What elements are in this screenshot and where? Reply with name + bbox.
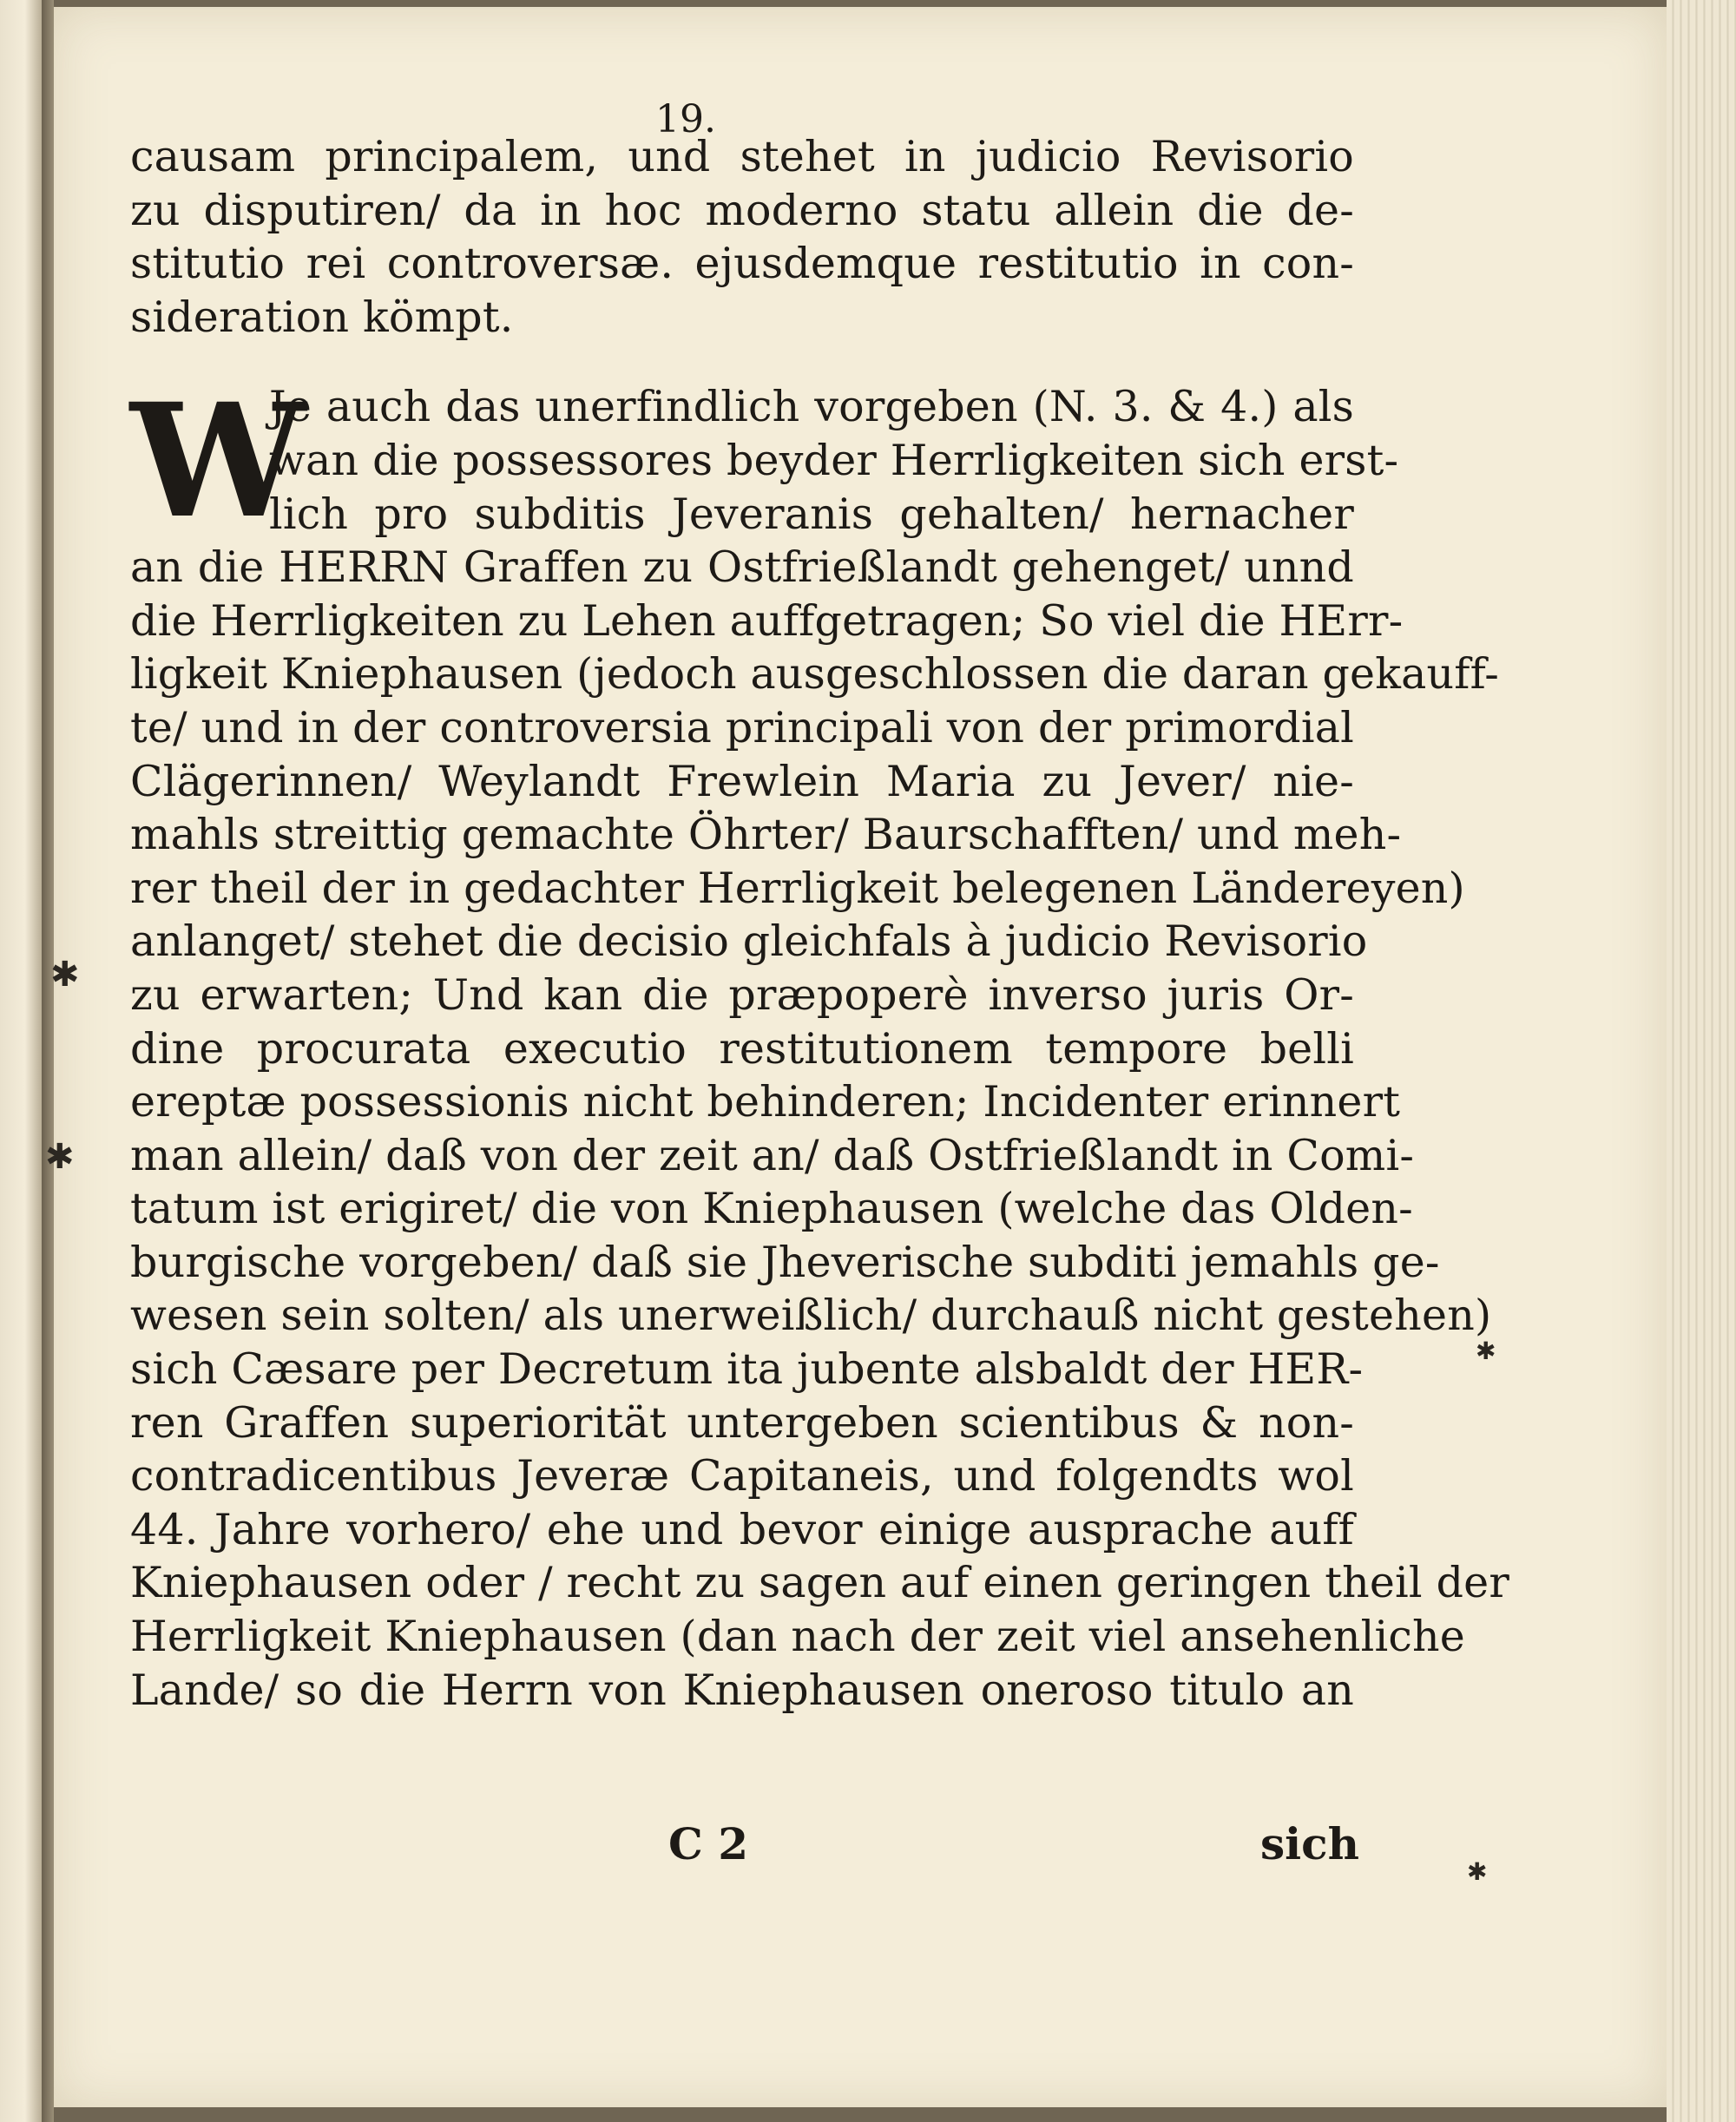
text-line: sich Cæsare per Decretum ita jubente alsbaldt der HER- bbox=[130, 1344, 1364, 1395]
text-line: Herrligkeit Kniephausen (dan nach der zeit viel ansehenliche bbox=[130, 1612, 1465, 1662]
text-line: rer theil der in gedachter Herrligkeit belegenen Ländereyen) bbox=[130, 863, 1465, 913]
text-line: lich pro subditis Jeveranis gehalten/ hernacher bbox=[269, 489, 1354, 539]
text-line: an die HERRN Graffen zu Ostfrießlandt gehenget/ unnd bbox=[130, 542, 1354, 593]
text-line: sideration kömpt. bbox=[130, 292, 514, 342]
text-line: man allein/ daß von der zeit an/ daß Ostfrießlandt in Comi- bbox=[130, 1130, 1415, 1180]
text-line: ren Graffen superiorität untergeben scientibus & non- bbox=[130, 1397, 1354, 1448]
text-line: Kniephausen oder / recht zu sagen auf einen geringen theil der bbox=[130, 1558, 1509, 1608]
text-line: 44. Jahre vorhero/ ehe und bevor einige ausprache auff bbox=[130, 1504, 1354, 1554]
signature-mark: C 2 bbox=[668, 1818, 748, 1869]
ink-speck-icon: ✱ bbox=[50, 955, 80, 995]
text-line: anlanget/ stehet die decisio gleichfals à judicio Revisorio bbox=[130, 916, 1368, 967]
page-fore-edge bbox=[1667, 0, 1736, 2122]
decorated-initial: W bbox=[130, 370, 306, 554]
ink-speck-icon: ✱ bbox=[45, 1137, 75, 1177]
left-page-edge bbox=[0, 0, 42, 2122]
text-line: Clägerinnen/ Weylandt Frewlein Maria zu Jever/ nie- bbox=[130, 756, 1354, 806]
text-line: die Herrligkeiten zu Lehen auffgetragen; So viel die HErr- bbox=[130, 595, 1404, 646]
catchword: sich bbox=[1260, 1818, 1359, 1869]
paragraph-2 bbox=[130, 370, 1509, 1717]
book-gutter bbox=[42, 0, 54, 2122]
text-line: wan die possessores beyder Herrligkeiten sich erst- bbox=[269, 435, 1399, 485]
text-line: zu erwarten; Und kan die præpoperè inverso juris Or- bbox=[130, 969, 1354, 1020]
text-line: wesen sein solten/ als unerweißlich/ durchauß nicht gestehen) bbox=[130, 1291, 1492, 1341]
text-block bbox=[130, 130, 1509, 1717]
ink-speck-icon: ✱ bbox=[1467, 1857, 1488, 1886]
text-line: dine procurata executio restitutionem tempore belli bbox=[130, 1023, 1354, 1074]
paragraph-1 bbox=[130, 130, 1354, 344]
text-line: mahls streittig gemachte Öhrter/ Baurschafften/ und meh- bbox=[130, 810, 1402, 860]
text-line: ereptæ possessionis nicht behinderen; Incidenter erinnert bbox=[130, 1077, 1401, 1127]
text-line: zu disputiren/ da in hoc moderno statu allein die de- bbox=[130, 185, 1354, 235]
text-line: Je auch das unerfindlich vorgeben (N. 3. & 4.) als bbox=[269, 382, 1354, 432]
text-line: Lande/ so die Herrn von Kniephausen oneroso titulo an bbox=[130, 1665, 1354, 1715]
text-line: ligkeit Kniephausen (jedoch ausgeschlossen die daran gekauff- bbox=[130, 649, 1499, 700]
text-line: contradicentibus Jeveræ Capitaneis, und folgendts wol bbox=[130, 1451, 1354, 1501]
text-line: tatum ist erigiret/ die von Kniephausen (welche das Olden- bbox=[130, 1184, 1413, 1234]
text-line: te/ und in der controversia principali von der primordial bbox=[130, 702, 1354, 752]
ink-speck-icon: ✱ bbox=[1476, 1337, 1496, 1365]
text-line: causam principalem, und stehet in judicio Revisorio bbox=[130, 132, 1354, 181]
text-line: stitutio rei controversæ. ejusdemque restitutio in con- bbox=[130, 239, 1354, 289]
text-line: burgische vorgeben/ daß sie Jheverische subditi jemahls ge- bbox=[130, 1237, 1440, 1287]
page-number: 19. bbox=[655, 97, 716, 141]
